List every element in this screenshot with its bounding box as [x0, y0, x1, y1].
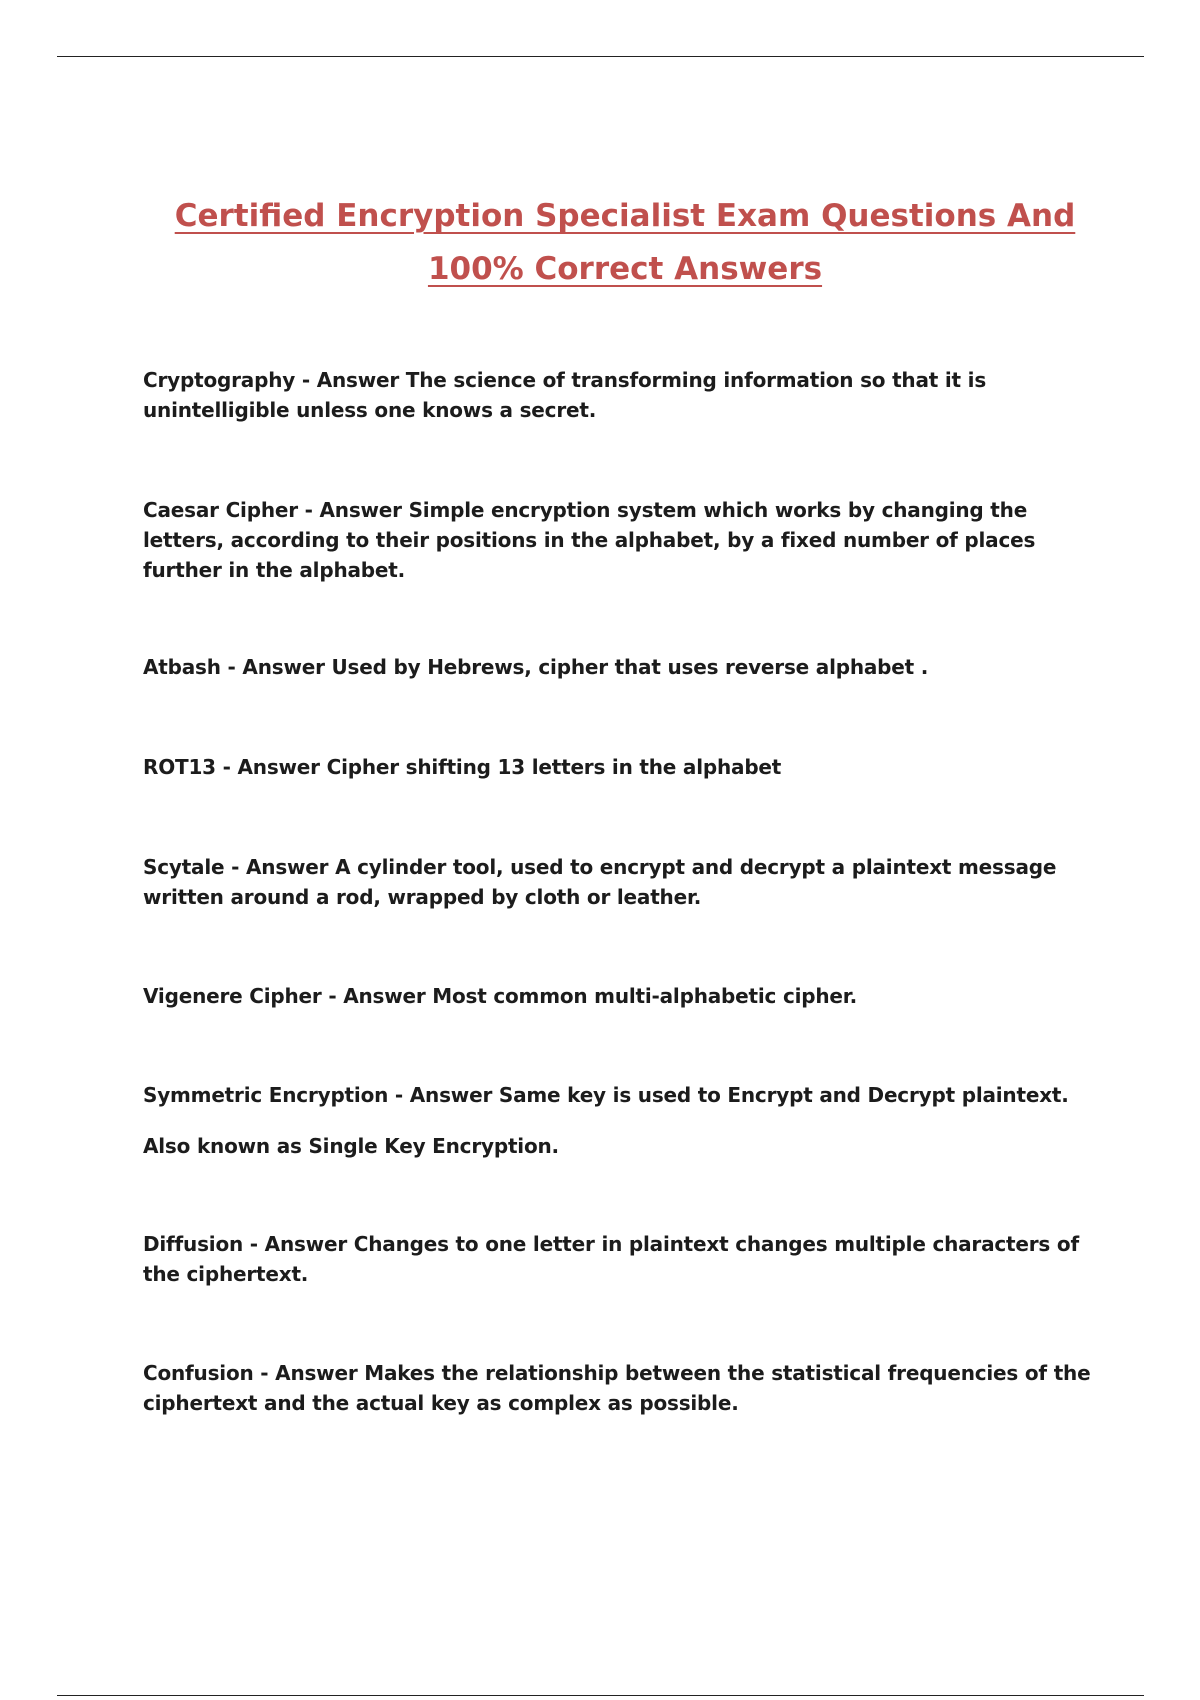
qa-entry-text: Diffusion - Answer Changes to one letter in plaintext changes multiple characters of the ciphertext. — [143, 1232, 1079, 1286]
qa-entry-text: Confusion - Answer Makes the relationship between the statistical frequencies of the ciphertext and the actual key as complex as possible. — [143, 1361, 1091, 1415]
qa-entry-text: Scytale - Answer A cylinder tool, used to encrypt and decrypt a plaintext message written around a rod, wrapped by cloth or leather. — [143, 855, 1057, 909]
qa-entry-symmetric-encryption — [143, 1080, 1103, 1161]
document-title — [100, 190, 1150, 296]
qa-entry-text: Atbash - Answer Used by Hebrews, cipher that uses reverse alphabet . — [143, 655, 929, 679]
qa-entry-vigenere-cipher — [143, 981, 1103, 1011]
qa-entry-text: Caesar Cipher - Answer Simple encryption system which works by changing the letters, according to their positions in the alphabet, by a fixed number of places further in the alphabet. — [143, 498, 1036, 582]
qa-entry-cryptography — [143, 365, 1103, 425]
qa-entry-scytale — [143, 852, 1103, 912]
qa-entry-atbash — [143, 652, 1103, 682]
qa-entry-confusion — [143, 1358, 1103, 1418]
qa-entry-rot13 — [143, 752, 1103, 782]
qa-entry-diffusion — [143, 1229, 1103, 1289]
title-line-2: 100% Correct Answers — [427, 251, 823, 287]
top-rule — [57, 56, 1144, 57]
qa-entry-caesar-cipher — [143, 495, 1103, 585]
qa-entry-extra-text: Also known as Single Key Encryption. — [143, 1134, 559, 1158]
bottom-rule — [57, 1695, 1144, 1696]
qa-entry-text: Cryptography - Answer The science of transforming information so that it is unintelligible unless one knows a secret. — [143, 368, 987, 422]
title-line-1: Certified Encryption Specialist Exam Questions And — [174, 198, 1076, 234]
qa-entry-text: Vigenere Cipher - Answer Most common multi-alphabetic cipher. — [143, 984, 857, 1008]
qa-entry-text: ROT13 - Answer Cipher shifting 13 letters in the alphabet — [143, 755, 782, 779]
qa-entry-text: Symmetric Encryption - Answer Same key is used to Encrypt and Decrypt plaintext. — [143, 1083, 1069, 1107]
